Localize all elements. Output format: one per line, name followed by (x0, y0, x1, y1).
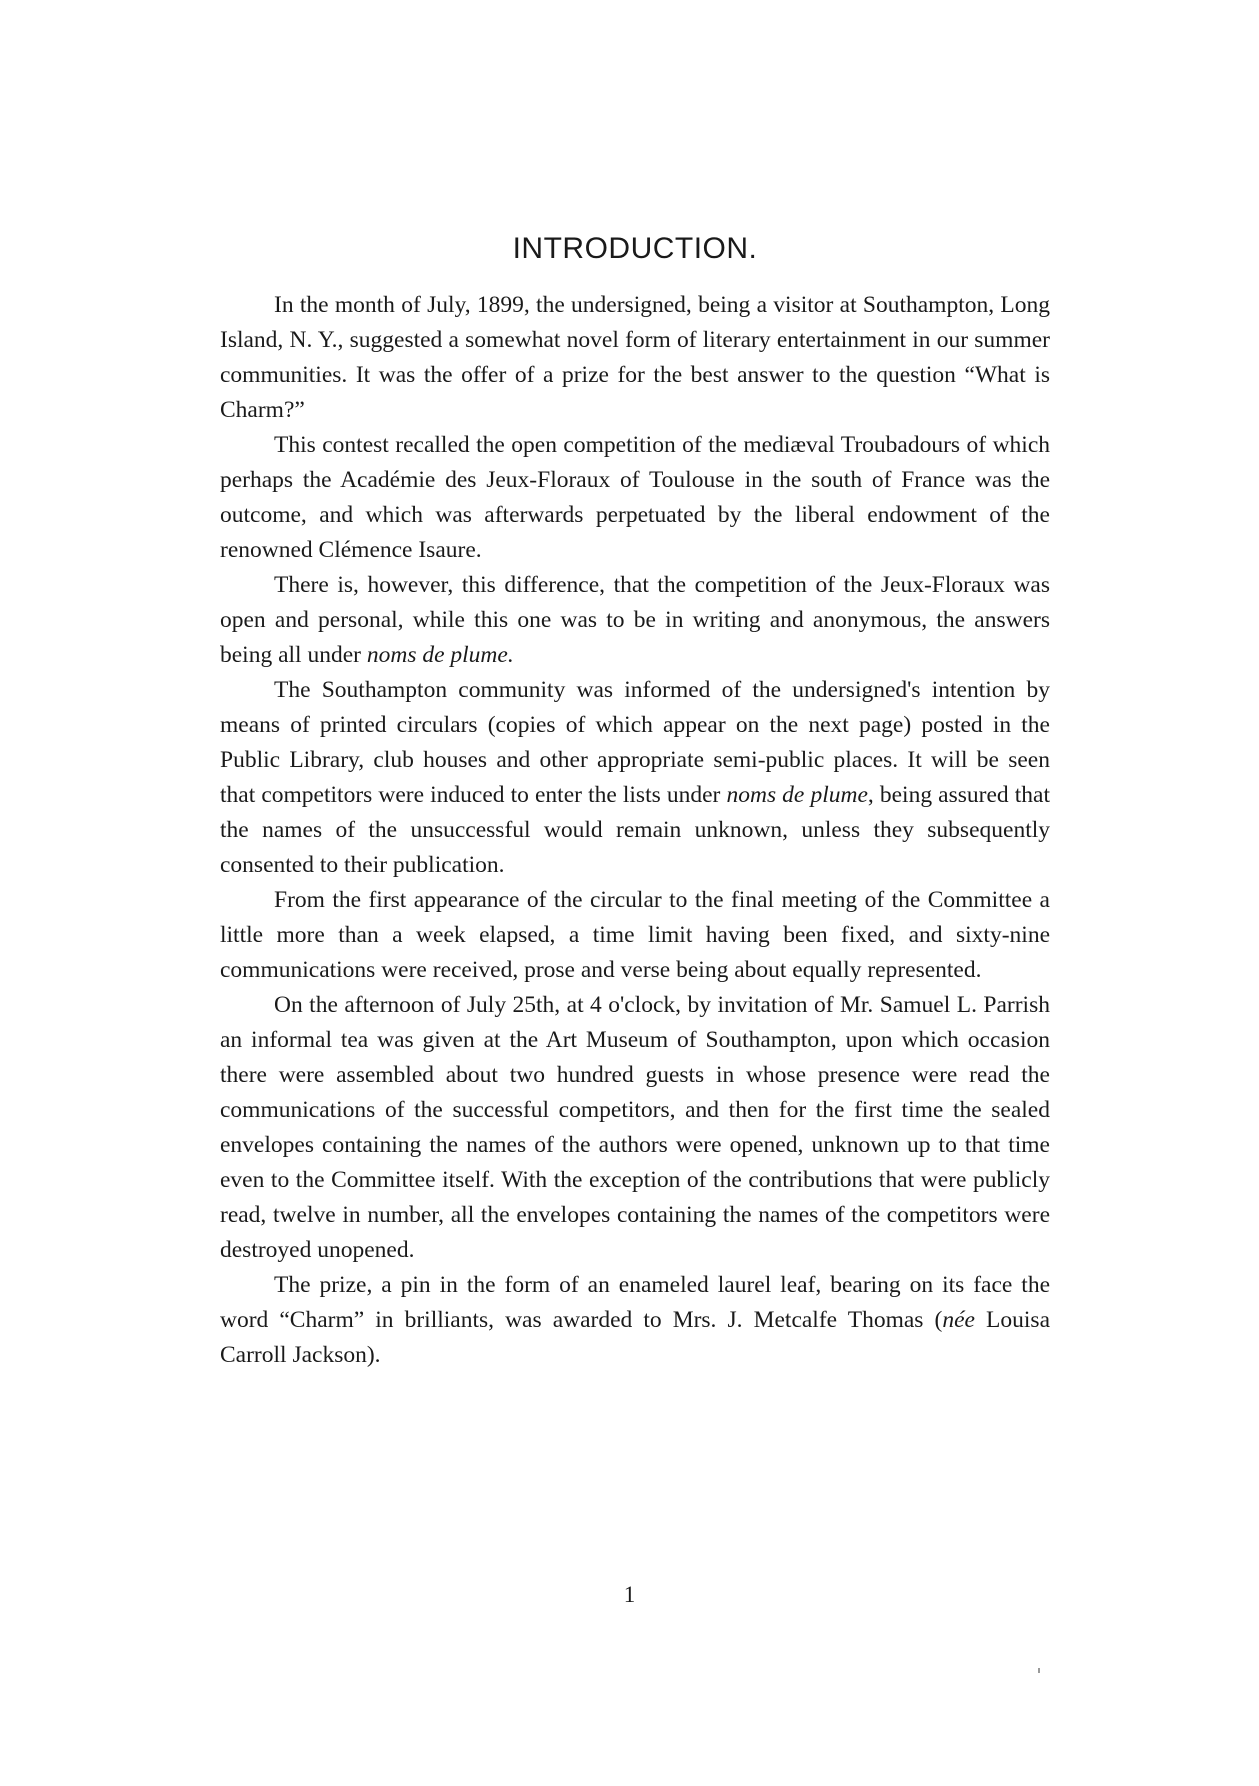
text-segment: On the afternoon of July 25th, at 4 o'clock, by invitation of Mr. Samuel L. Parrish an informal tea was given at the Art Museum of Southampton, upon which occasion there were assembled about two hundred guests in whose presence were read the communications of the successful competitors, and then for the first time the sealed envelopes containing the names of the authors were opened, unknown up to that time even to the Committee itself. With the exception of the contributions that were publicly read, twelve in number, all the envelopes containing the names of the competitors were destroyed unopened. (220, 992, 1050, 1263)
paragraph (220, 673, 1050, 883)
italic-text-segment: née (942, 1307, 975, 1333)
scan-speck (1038, 1668, 1040, 1673)
page-title: INTRODUCTION. (512, 232, 758, 265)
text-segment: Louisa Carroll Jackson). (220, 1307, 1050, 1368)
paragraph (220, 988, 1050, 1268)
paragraph (220, 883, 1050, 988)
text-segment: The prize, a pin in the form of an enameled laurel leaf, bearing on its face the word “Charm” in brilliants, was awarded to Mrs. J. Metcalfe Thomas ( (220, 1272, 1050, 1333)
paragraph (220, 1268, 1050, 1373)
paragraph (220, 288, 1050, 428)
text-segment: From the first appearance of the circular to the final meeting of the Committee a little more than a week elapsed, a time limit having been fixed, and sixty-nine communications were received, prose and verse being about equally represented. (220, 887, 1050, 983)
italic-text-segment: noms de plume (726, 782, 868, 808)
text-segment: The Southampton community was informed of the undersigned's intention by means of printed circulars (copies of which appear on the next page) posted in the Public Library, club houses and other appropriate semi-public places. It will be seen that competitors were induced to enter the lists under (220, 677, 1050, 808)
paragraph (220, 428, 1050, 568)
text-segment: There is, however, this difference, that the competition of the Jeux-Floraux was open and personal, while this one was to be in writing and anonymous, the answers being all under (220, 572, 1050, 668)
paragraph (220, 568, 1050, 673)
text-segment: This contest recalled the open competition of the mediæval Troubadours of which perhaps the Académie des Jeux-Floraux of Toulouse in the south of France was the outcome, and which was afterwards perpetuated by the liberal endowment of the renowned Clémence Isaure. (220, 432, 1050, 563)
text-segment: , being assured that the names of the unsuccessful would remain unknown, unless they subsequently consented to their publication. (220, 782, 1051, 878)
page-number: 1 (623, 1582, 636, 1607)
page-body (220, 232, 1050, 1373)
text-segment: In the month of July, 1899, the undersigned, being a visitor at Southampton, Long Island, N. Y., suggested a somewhat novel form of literary entertainment in our summer communities. It was the offer of a prize for the best answer to the question “What is Charm?” (220, 292, 1050, 423)
italic-text-segment: noms de plume. (366, 642, 514, 668)
